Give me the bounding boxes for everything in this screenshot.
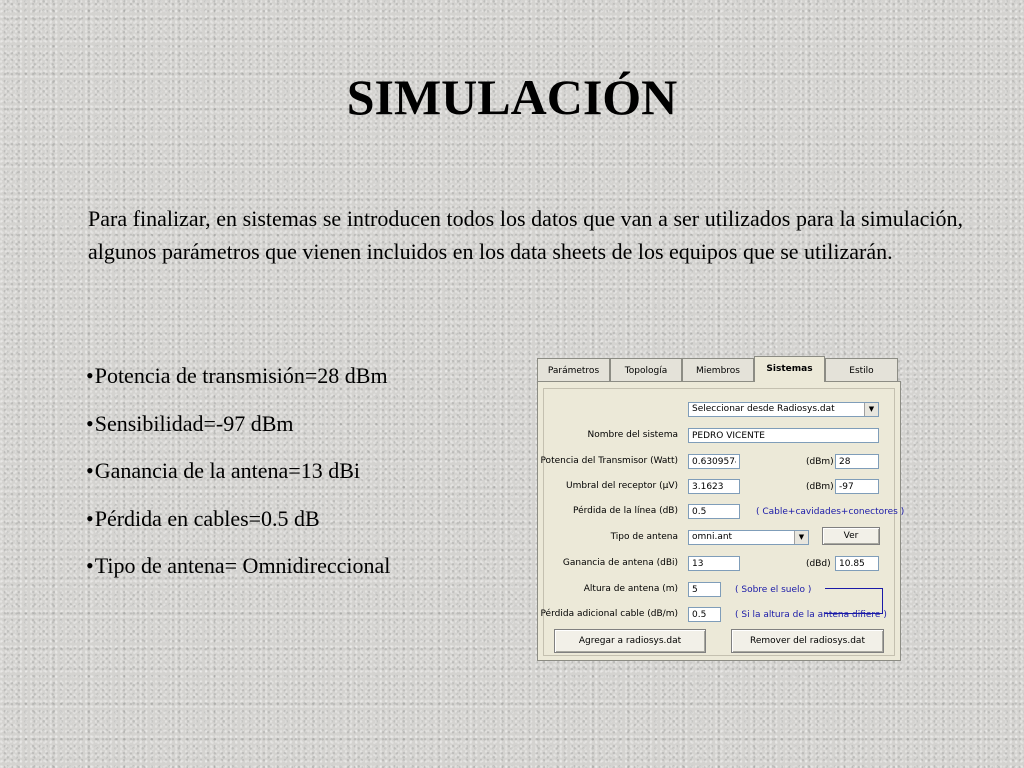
cable-loss-note: ( Si la altura de la antena difiere ) [735, 610, 887, 620]
system-name-field[interactable] [688, 428, 879, 443]
line-loss-note: ( Cable+cavidades+conectores ) [756, 507, 905, 517]
list-item [86, 550, 390, 598]
add-to-radiosys-button[interactable]: Agregar a radiosys.dat [554, 629, 706, 653]
antenna-gain-dbi-field[interactable] [688, 556, 740, 571]
note-bracket [825, 588, 883, 614]
bullet-dot: • [86, 363, 94, 388]
antenna-height-note: ( Sobre el suelo ) [735, 585, 812, 595]
tx-power-dbm-field[interactable] [835, 454, 879, 469]
bullet-dot: • [86, 410, 94, 436]
slide-title: SIMULACIÓN [346, 69, 678, 125]
dbd-unit-label: (dBd) [806, 559, 831, 569]
chevron-down-icon[interactable]: ▼ [794, 531, 808, 544]
rx-threshold-label: Umbral del receptor (µV) [566, 481, 678, 491]
parameter-list [86, 360, 390, 598]
tab-estilo[interactable]: Estilo [825, 358, 898, 382]
systems-dialog [537, 356, 905, 661]
line-loss-field[interactable] [688, 504, 740, 519]
antenna-type-label: Tipo de antena [610, 532, 678, 542]
tab-bar [537, 356, 899, 382]
tab-topologia[interactable]: Topología [610, 358, 682, 382]
dbm-unit-label: (dBm) [806, 457, 834, 467]
tab-miembros[interactable]: Miembros [682, 358, 754, 382]
antenna-gain-label: Ganancia de antena (dBi) [562, 558, 678, 568]
intro-paragraph: Para finalizar, en sistemas se introducen todos los datos que van a ser utilizados para la simulación, algunos parámetros que vienen incluidos en los data sheets de los equipos que se utilizarán. [88, 206, 963, 264]
system-source-select[interactable] [688, 402, 879, 417]
rx-threshold-dbm-field[interactable] [835, 479, 879, 494]
line-loss-label: Pérdida de la línea (dB) [572, 506, 678, 516]
sistemas-panel [537, 381, 905, 661]
bullet-text: Pérdida en cables=0.5 dB [94, 505, 320, 531]
dbm-unit-label: (dBm) [806, 482, 834, 492]
system-source-value: Seleccionar desde Radiosys.dat [692, 404, 835, 414]
chevron-down-icon[interactable]: ▼ [864, 403, 878, 416]
bullet-text: Sensibilidad=-97 dBm [94, 410, 294, 436]
remove-from-radiosys-button[interactable]: Remover del radiosys.dat [731, 629, 884, 653]
list-item [86, 503, 390, 551]
antenna-type-select[interactable] [688, 530, 809, 545]
bullet-dot: • [86, 505, 94, 531]
antenna-type-value: omni.ant [692, 532, 733, 542]
tab-parametros[interactable]: Parámetros [537, 358, 610, 382]
view-antenna-button[interactable]: Ver [822, 527, 880, 545]
bullet-dot: • [86, 553, 94, 578]
list-item [86, 408, 390, 456]
antenna-height-field[interactable] [688, 582, 721, 597]
bullet-text: Tipo de antena= Omnidireccional [94, 553, 391, 578]
bullet-dot: • [86, 458, 94, 483]
cable-loss-field[interactable] [688, 607, 721, 622]
tx-power-watt-field[interactable] [688, 454, 740, 469]
system-name-label: Nombre del sistema [587, 430, 678, 440]
tab-sistemas[interactable]: Sistemas [754, 356, 825, 382]
bullet-text: Ganancia de la antena=13 dBi [94, 458, 361, 483]
bullet-text: Potencia de transmisión=28 dBm [94, 363, 388, 388]
cable-loss-label: Pérdida adicional cable (dB/m) [540, 609, 678, 619]
list-item [86, 360, 390, 408]
rx-threshold-uv-field[interactable] [688, 479, 740, 494]
list-item [86, 455, 390, 503]
antenna-height-label: Altura de antena (m) [583, 584, 678, 594]
tx-power-label: Potencia del Transmisor (Watt) [540, 456, 678, 466]
antenna-gain-dbd-field[interactable] [835, 556, 879, 571]
